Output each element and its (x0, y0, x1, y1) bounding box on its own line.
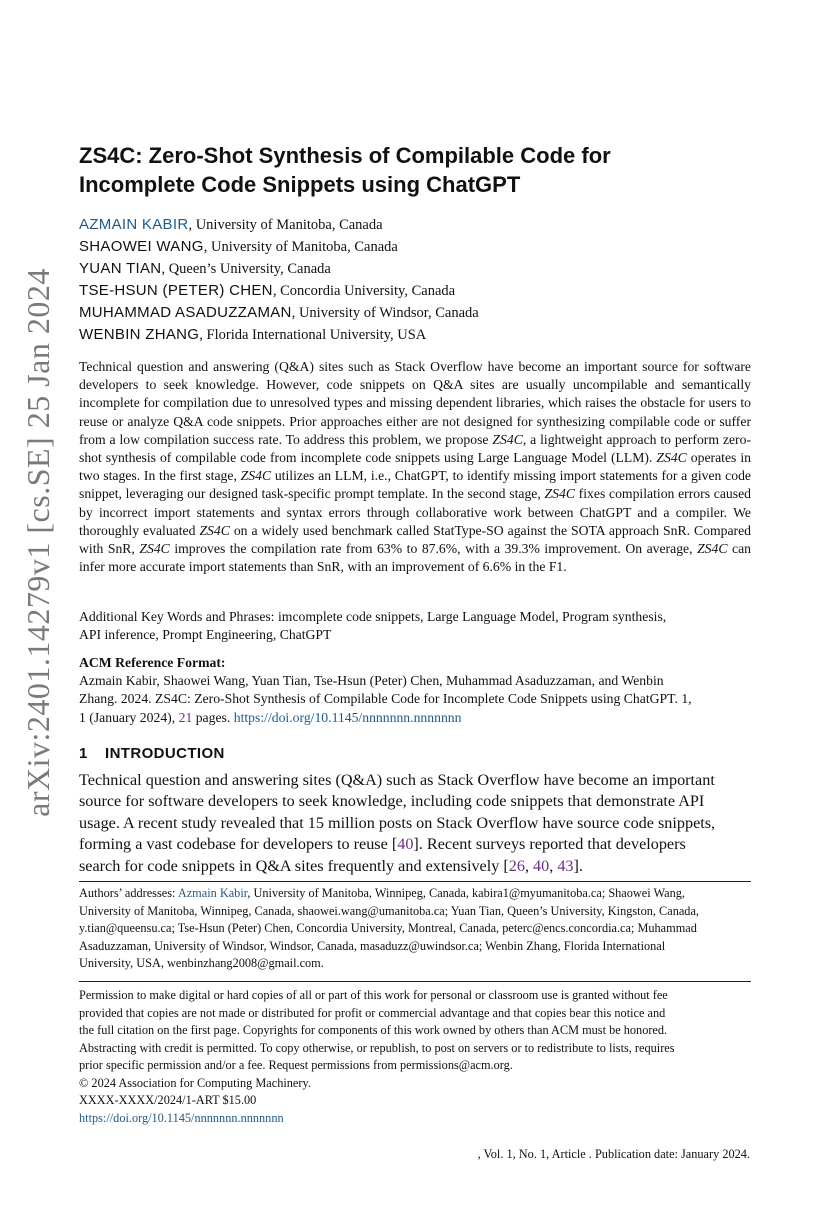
author-addresses (79, 885, 751, 973)
acm-reference-line: Zhang. 2024. ZS4C: Zero-Shot Synthesis of Compilable Code for Incomplete Code Snippets using ChatGPT. 1, (79, 691, 692, 707)
author-name: YUAN TIAN (79, 260, 162, 277)
abstract-text: utilizes an LLM, i.e., ChatGPT, to identify missing import statements for a given code snippet, leveraging our designed task-specific prompt template. In the second stage, (79, 468, 751, 502)
abstract-emphasis: ZS4C (199, 522, 230, 538)
doi-link[interactable]: https://doi.org/10.1145/nnnnnnn.nnnnnnn (233, 709, 462, 725)
pages-link[interactable]: 21 (178, 709, 193, 725)
intro-text: forming a vast codebase for developers to reuse [ (79, 835, 398, 854)
abstract-emphasis: ZS4C (697, 541, 728, 557)
author-affiliation: , University of Manitoba, Canada (203, 239, 398, 255)
author-affiliation: , Queen’s University, Canada (161, 261, 331, 277)
author-address-link[interactable]: Azmain Kabir (177, 886, 248, 900)
abstract-emphasis: ZS4C (240, 468, 272, 484)
isbn-line: XXXX-XXXX/2024/1-ART $15.00 (79, 1093, 257, 1107)
footnote-line: University, USA, wenbinzhang2008@gmail.com. (79, 956, 324, 970)
footnote-text: Authors’ addresses: (79, 886, 178, 900)
permission-line: Permission to make digital or hard copies of all or part of this work for personal or classroom use is granted without fee (79, 988, 668, 1002)
citation-link[interactable]: 40 (533, 856, 550, 875)
citation-link[interactable]: 43 (557, 856, 574, 875)
abstract-text: can infer more accurate import statements than SnR, with an improvement of 6.6% in the F1. (79, 541, 752, 575)
abstract-emphasis: ZS4C (656, 450, 687, 466)
permission-doi-link[interactable]: https://doi.org/10.1145/nnnnnnn.nnnnnnn (79, 1110, 284, 1125)
author-affiliation: , University of Manitoba, Canada (188, 217, 383, 233)
acm-reference-heading: ACM Reference Format: (79, 655, 226, 670)
title-line-1: ZS4C: Zero-Shot Synthesis of Compilable Code for (79, 143, 611, 168)
citation-link[interactable]: 26 (508, 856, 525, 875)
keywords (79, 608, 759, 644)
author-name: MUHAMMAD ASADUZZAMAN (79, 304, 292, 321)
author-entry (79, 302, 759, 324)
author-name: WENBIN ZHANG (79, 326, 200, 343)
intro-text: search for code snippets in Q&A sites frequently and extensively [ (79, 856, 509, 875)
footnote-line: Asaduzzaman, University of Windsor, Windsor, Canada, masaduzz@uwindsor.ca; Wenbin Zhang, Florida International (79, 938, 666, 953)
abstract-text: operates in two stages. In the first stage, (79, 450, 752, 484)
abstract (79, 358, 751, 576)
footnote-line (79, 885, 751, 903)
arxiv-stamp-text: arXiv:2401.14279v1 [cs.SE] 25 Jan 2024 (19, 268, 56, 817)
author-entry (79, 258, 759, 280)
permission-line: Abstracting with credit is permitted. To copy otherwise, or republish, to post on servers or to redistribute to lists, requires (79, 1040, 675, 1055)
permission-divider (79, 981, 751, 982)
keywords-line: Additional Key Words and Phrases: imcomplete code snippets, Large Language Model, Program synthesis, (79, 609, 667, 624)
abstract-emphasis: ZS4C (544, 486, 575, 502)
arxiv-stamp (18, 250, 58, 835)
author-entry (79, 236, 759, 258)
intro-line: source for software developers to seek knowledge, including code snippets that demonstrate API (79, 792, 705, 811)
abstract-text: , a lightweight approach to perform zero-shot synthesis of compilable code from incomplete code snippets using Large Language Model (LLM). (79, 431, 751, 466)
author-name: SHAOWEI WANG (79, 238, 204, 255)
title-line-2: Incomplete Code Snippets using ChatGPT (79, 172, 521, 197)
acm-reference-text: pages. (192, 709, 234, 725)
abstract-text: improves the compilation rate from 63% to 87.6%, with a 39.3% improvement. On average, (169, 541, 698, 557)
author-affiliation: , Florida International University, USA (199, 327, 427, 343)
author-name-link[interactable]: AZMAIN KABIR (79, 216, 189, 233)
intro-line (79, 856, 751, 877)
intro-text: , (524, 856, 534, 875)
introduction-text (79, 770, 751, 877)
intro-text: ]. (573, 856, 583, 875)
intro-text: ]. Recent surveys reported that developers (413, 835, 686, 854)
section-title: INTRODUCTION (105, 745, 225, 762)
author-affiliation: , University of Windsor, Canada (291, 305, 479, 321)
permission-line: the full citation on the first page. Copyrights for components of this work owned by others than ACM must be honored. (79, 1023, 668, 1037)
intro-line (79, 834, 751, 855)
footnote-divider (79, 881, 751, 882)
acm-reference-line (79, 709, 759, 727)
footnote-line: y.tian@queensu.ca; Tse-Hsun (Peter) Chen, Concordia University, Montreal, Canada, peterc@encs.concordia.ca; Muhammad (79, 921, 697, 935)
publication-date: , Vol. 1, No. 1, Article . Publication date: January 2024. (477, 1147, 750, 1161)
abstract-text: Technical question and answering (Q&A) sites such as Stack Overflow have become an important source for software developers to seek knowledge. However, code snippets on Q&A sites are usually uncompilable and semantically incomplete for compilation due to unresolved types and missing dependent libraries, which raises the obstacle for users to reuse or analyze Q&A code snippets. Prior approaches either are not designed for synthesizing compilable code or suffer from a low compilation success rate. To address this problem, we propose (79, 359, 751, 447)
keywords-line: API inference, Prompt Engineering, ChatGPT (79, 627, 332, 643)
paper-title (79, 141, 759, 199)
intro-line: Technical question and answering sites (Q&A) such as Stack Overflow have become an important (79, 771, 715, 789)
abstract-text: on a widely used benchmark called StatType-SO against the SOTA approach SnR. Compared with SnR, (79, 522, 751, 557)
abstract-paragraph (79, 358, 751, 576)
acm-reference (79, 654, 759, 727)
author-list (79, 214, 759, 346)
intro-text: , (549, 856, 558, 875)
footnote-text: , University of Manitoba, Winnipeg, Canada, kabira1@myumanitoba.ca; Shaowei Wang, (247, 886, 685, 900)
acm-reference-text: 1 (January 2024), (79, 709, 179, 725)
author-entry (79, 214, 759, 236)
copyright-line: © 2024 Association for Computing Machinery. (79, 1075, 311, 1090)
section-heading (79, 745, 225, 762)
permission-line: prior specific permission and/or a fee. Request permissions from permissions@acm.org. (79, 1058, 513, 1072)
footnote-line: University of Manitoba, Winnipeg, Canada, shaowei.wang@umanitoba.ca; Yuan Tian, Queen’s University, Kingston, Canada, (79, 903, 699, 918)
acm-reference-line: Azmain Kabir, Shaowei Wang, Yuan Tian, Tse-Hsun (Peter) Chen, Muhammad Asaduzzaman, and Wenbin (79, 673, 664, 689)
abstract-text: fixes compilation errors caused by incorrect import statements and syntax errors through collaborative work between ChatGPT and a compiler. We thoroughly evaluated (79, 486, 751, 538)
intro-line: usage. A recent study revealed that 15 million posts on Stack Overflow have source code snippets, (79, 813, 716, 832)
permission-notice (79, 987, 751, 1127)
citation-link[interactable]: 40 (397, 835, 414, 854)
abstract-emphasis: ZS4C (492, 431, 523, 447)
author-name: TSE-HSUN (PETER) CHEN (79, 282, 273, 299)
author-affiliation: , Concordia University, Canada (272, 283, 456, 299)
permission-line: provided that copies are not made or distributed for profit or commercial advantage and that copies bear this notice and (79, 1005, 666, 1020)
author-entry (79, 280, 759, 302)
abstract-emphasis: ZS4C (139, 541, 170, 557)
author-entry (79, 324, 759, 346)
section-number: 1 (79, 745, 88, 762)
